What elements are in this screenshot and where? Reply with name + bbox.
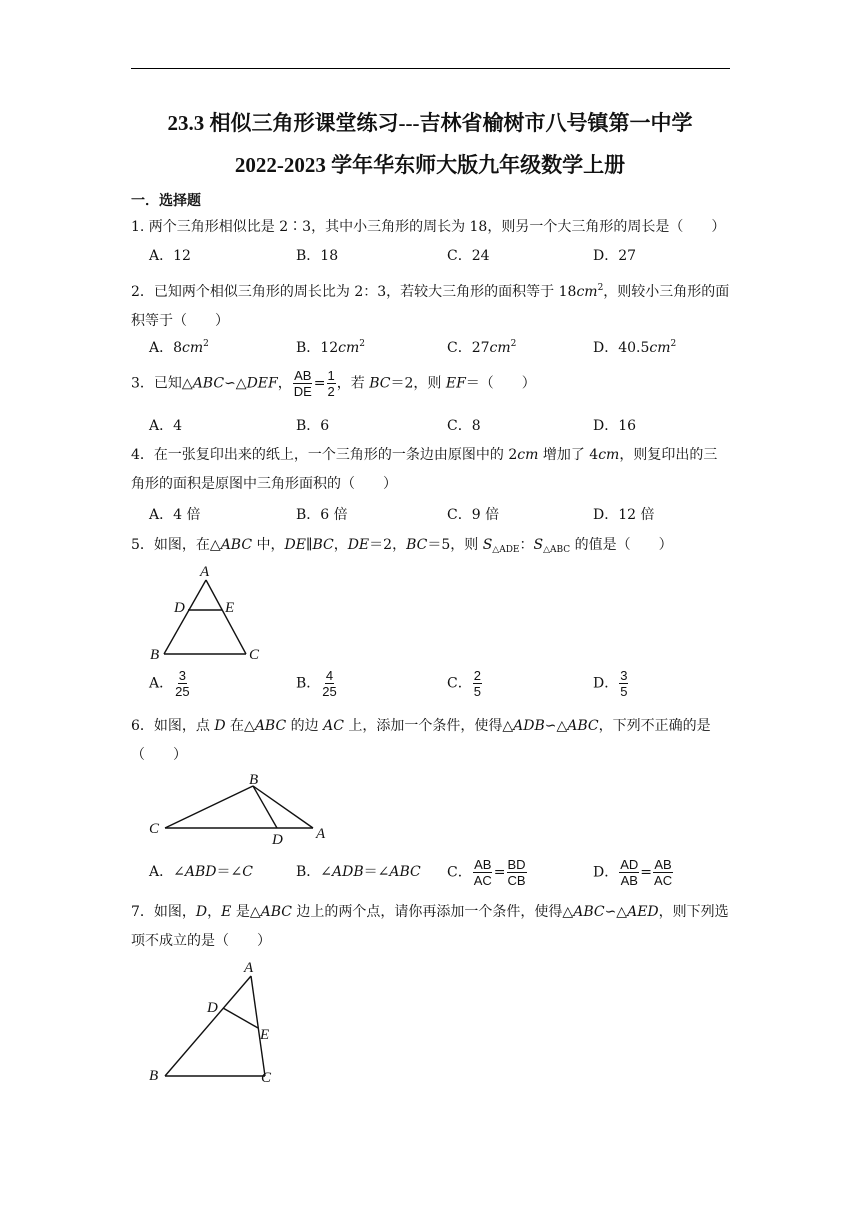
half-fraction: $\frac{1}{2}$	[327, 368, 335, 399]
side-ac	[206, 580, 246, 654]
point-label-e: E	[260, 1027, 270, 1043]
option-d[interactable]: D．12 倍	[593, 507, 655, 523]
point-label-a: A	[244, 960, 254, 976]
point-label-b: B	[150, 647, 160, 663]
option-b[interactable]: B．6 倍	[296, 507, 348, 523]
option-b[interactable]: B．18	[296, 248, 339, 264]
point-label-c: C	[261, 1070, 272, 1086]
option-d[interactable]: D． $\frac{3}{5}$	[593, 668, 628, 699]
question-3: 3．已知△ABC∽△DEF， $\frac{AB}{DE}$ = $\frac{1}{2}$ ，若 BC＝2，则 EF＝（ ）	[131, 368, 536, 399]
option-b[interactable]: B．$12cm^2$	[296, 339, 365, 356]
option-a[interactable]: A．4 倍	[149, 507, 201, 523]
question-3-options	[149, 415, 739, 441]
point-label-d: D	[207, 1000, 218, 1016]
option-b[interactable]: B．6	[296, 418, 330, 434]
option-a[interactable]: A．4	[149, 418, 183, 434]
question-7: 7．如图，D，E 是△ABC 边上的两个点，请你再添加一个条件，使得△ABC∽△AED，则下列选项不成立的是（ ）	[131, 904, 729, 949]
figure-q7-triangle	[143, 956, 293, 1090]
question-5-options	[149, 668, 739, 708]
option-a[interactable]: A．$8cm^2$	[149, 339, 209, 356]
question-6-options	[149, 857, 739, 897]
question-2: 2．已知两个相似三角形的周长比为 2：3，若较大三角形的面积等于 $18cm^2$，则较小三角形的面积等于（ ）	[131, 283, 730, 329]
question-1-options	[149, 245, 739, 271]
option-c[interactable]: C．$27cm^2$	[447, 339, 517, 356]
option-d[interactable]: D．27	[593, 248, 637, 264]
point-label-b: B	[149, 1068, 159, 1084]
option-a[interactable]: A．12	[149, 248, 191, 264]
point-label-a: A	[200, 564, 210, 580]
figure-q6-triangle	[145, 770, 340, 848]
point-label-b: B	[249, 772, 259, 788]
option-b[interactable]: B． $\frac{4}{25}$	[296, 668, 337, 699]
segment-de	[223, 1008, 258, 1028]
point-label-d: D	[174, 600, 185, 616]
point-label-a: A	[316, 826, 326, 842]
figure-q5-triangle	[144, 562, 274, 664]
option-d[interactable]: D． $\frac{AD}{AB}$ = $\frac{AB}{AC}$	[593, 857, 673, 888]
option-c[interactable]: C． $\frac{2}{5}$	[447, 668, 481, 699]
side-ab	[165, 976, 251, 1076]
option-a[interactable]: A．∠ABD＝∠C	[149, 864, 253, 880]
option-c[interactable]: C．24	[447, 248, 490, 264]
question-4: 4．在一张复印出来的纸上，一个三角形的一条边由原图中的 2cm 增加了 4cm，则复印出的三角形的面积是原图中三角形面积的（ ）	[131, 447, 718, 492]
segment-bd	[253, 786, 277, 828]
option-a[interactable]: A． $\frac{3}{25}$	[149, 668, 190, 699]
side-ba	[253, 786, 313, 828]
point-label-e: E	[225, 600, 235, 616]
point-label-c: C	[249, 647, 260, 663]
page-title-line1: 23.3 相似三角形课堂练习---吉林省榆树市八号镇第一中学	[167, 111, 693, 135]
question-4-options	[149, 504, 739, 530]
option-c[interactable]: C．8	[447, 418, 481, 434]
header-rule	[131, 68, 730, 69]
option-b[interactable]: B．∠ADB＝∠ABC	[296, 864, 421, 880]
question-6: 6．如图，点 D 在△ABC 的边 AC 上，添加一个条件，使得△ADB∽△ABC，下列不正确的是（ ）	[131, 718, 711, 763]
page-title-line2: 2022-2023 学年华东师大版九年级数学上册	[234, 153, 626, 177]
option-c[interactable]: C．9 倍	[447, 507, 500, 523]
side-cb	[165, 786, 253, 828]
side-ab	[164, 580, 206, 654]
option-d[interactable]: D．16	[593, 418, 637, 434]
point-label-c: C	[149, 821, 160, 837]
option-d[interactable]: D．$40.5cm^2$	[593, 339, 677, 356]
ratio-fraction: $\frac{AB}{DE}$	[293, 368, 312, 399]
question-5: 5．如图，在△ABC 中，DE∥BC，DE＝2，BC＝5，则 $S_{\triangle ADE}$：$S_{\triangle ABC}$ 的值是（ ）	[131, 537, 673, 555]
point-label-d: D	[272, 832, 283, 848]
option-c[interactable]: C． $\frac{AB}{AC}$ = $\frac{BD}{CB}$	[447, 857, 526, 888]
question-1: 1. 两个三角形相似比是 2∶3，其中小三角形的周长为 18，则另一个大三角形的周长是（ ）	[131, 219, 726, 235]
question-2-options	[149, 337, 739, 363]
section-heading: 一．选择题	[131, 193, 201, 209]
